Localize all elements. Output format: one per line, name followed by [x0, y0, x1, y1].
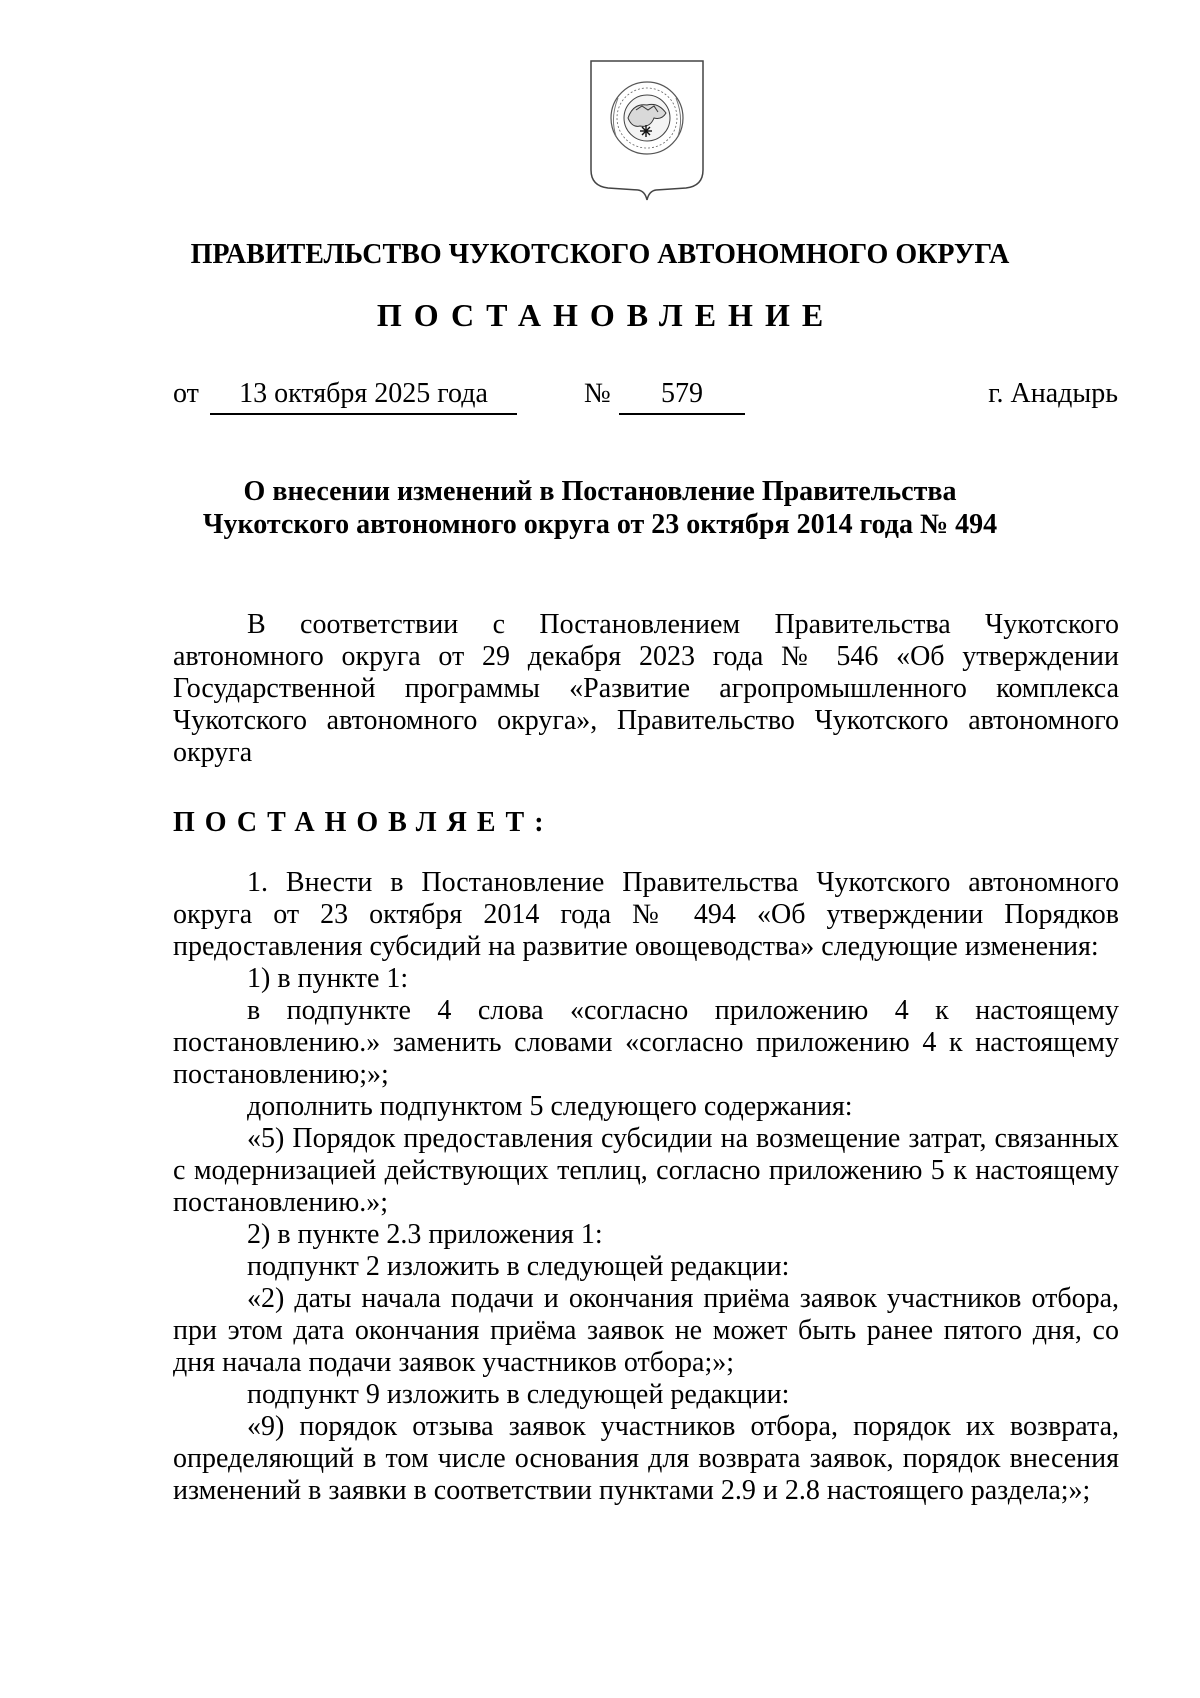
- paragraph: «2) даты начала подачи и окончания приёма заявок участников отбора, при этом дата окончания приёма заявок не может быть ранее пятого дня, со дня начала подачи заявок участников отбора;»;: [173, 1283, 1119, 1378]
- coat-of-arms-icon: [588, 58, 706, 204]
- paragraph: в подпункте 4 слова «согласно приложению 4 к настоящему постановлению.» заменить словами «согласно приложению 4 к настоящему постановлению;»;: [173, 995, 1119, 1090]
- paragraph: «5) Порядок предоставления субсидии на возмещение затрат, связанных с модернизацией действующих теплиц, согласно приложению 5 к настоящему постановлению.»;: [173, 1123, 1119, 1218]
- subject-line: О внесении изменений в Постановление Правительства: [243, 476, 957, 507]
- government-title: ПРАВИТЕЛЬСТВО ЧУКОТСКОГО АВТОНОМНОГО ОКРУГА: [190, 239, 1010, 270]
- subject-line: Чукотского автономного округа от 23 октября 2014 года № 494: [202, 509, 998, 540]
- paragraph: 2) в пункте 2.3 приложения 1:: [247, 1219, 603, 1250]
- paragraph: «9) порядок отзыва заявок участников отбора, порядок их возврата, определяющий в том числе основания для возврата заявок, порядок внесения изменений в заявки в соответствии пунктами 2.9 и 2.8 настоящего раздела;»;: [173, 1411, 1119, 1506]
- paragraph: подпункт 2 изложить в следующей редакции:: [247, 1251, 790, 1282]
- preamble: [173, 609, 1119, 769]
- document-city: г. Анадырь: [988, 378, 1118, 409]
- paragraph: 1. Внести в Постановление Правительства Чукотского автономного округа от 23 октября 2014 года № 494 «Об утверждении Порядков предоставления субсидий на развитие овощеводства» следующие изменения:: [173, 867, 1119, 962]
- resolution-items: [173, 867, 1119, 1507]
- paragraph: 1) в пункте 1:: [247, 963, 409, 994]
- document-date: 13 октября 2025 года: [210, 377, 517, 415]
- document-number: 579: [619, 377, 745, 415]
- document-type: ПОСТАНОВЛЕНИЕ: [376, 297, 836, 333]
- resolves-heading: ПОСТАНОВЛЯЕТ:: [173, 807, 554, 838]
- paragraph: дополнить подпунктом 5 следующего содержания:: [247, 1091, 853, 1122]
- date-prefix: от: [173, 378, 199, 409]
- paragraph: подпункт 9 изложить в следующей редакции:: [247, 1379, 790, 1410]
- preamble-paragraph: В соответствии с Постановлением Правительства Чукотского автономного округа от 29 декабря 2023 года № 546 «Об утверждении Государственной программы «Развитие агропромышленного комплекса Чукотского автономного округа», Правительство Чукотского автономного округа: [173, 609, 1119, 768]
- number-sign: №: [584, 378, 611, 409]
- document-subject: [0, 475, 1200, 541]
